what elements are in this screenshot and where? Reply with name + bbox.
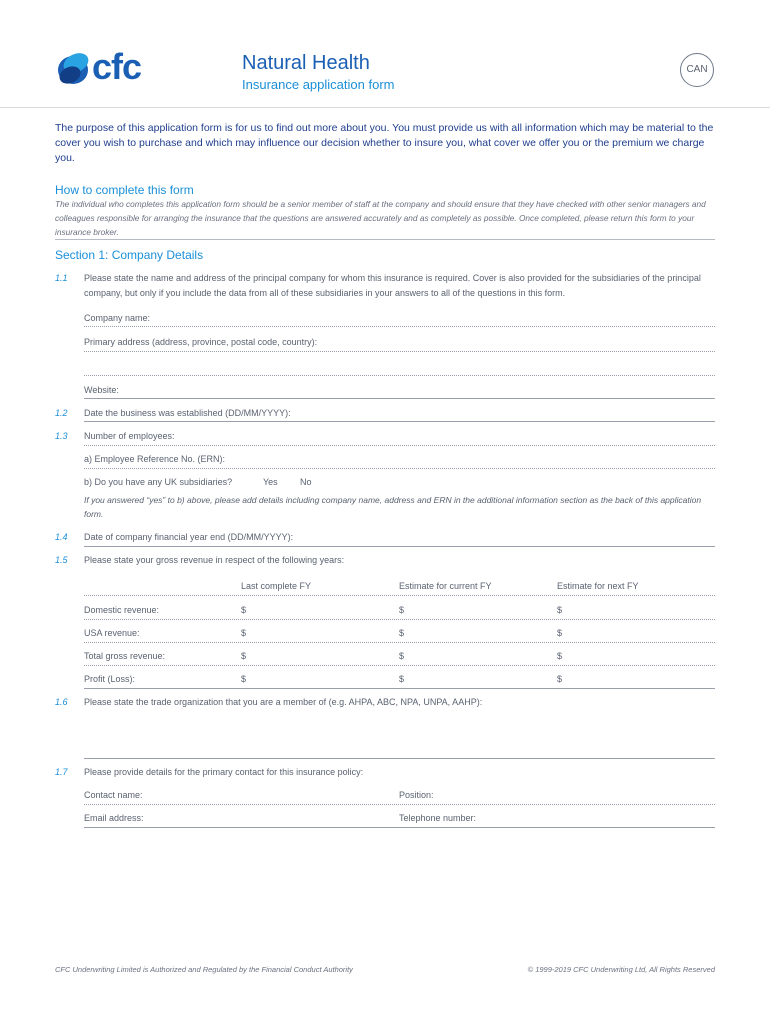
trade-organization-label: Please state the trade organization that you are a member of (e.g. AHPA, ABC, NPA, UNPA, AAHP): (84, 697, 483, 707)
how-to-text: The individual who completes this application form should be a senior member of staff at the company and should ensure that they have checked with other senior managers and colleagues responsible for arranging the insurance that the questions are answered accurately and as completely as possible. Once completed, please return this form to your insurance broker. (55, 199, 706, 237)
revenue-cell[interactable]: $ (557, 605, 563, 615)
uk-subsidiaries-no-option[interactable]: No (300, 477, 312, 487)
revenue-cell[interactable]: $ (399, 651, 405, 661)
employees-field[interactable] (84, 445, 715, 446)
region-badge: CAN (680, 53, 714, 87)
revenue-question-text: Please state your gross revenue in respect of the following years: (84, 555, 345, 565)
revenue-cell[interactable]: $ (241, 674, 247, 684)
uk-subsidiaries-label: b) Do you have any UK subsidiaries? (84, 477, 233, 487)
divider (84, 688, 715, 689)
trade-organization-field[interactable] (84, 758, 715, 759)
ern-field[interactable] (84, 468, 715, 469)
revenue-row-label: USA revenue: (84, 628, 140, 638)
uk-subsidiaries-yes-option[interactable]: Yes (263, 477, 278, 487)
employees-label: Number of employees: (84, 431, 175, 441)
revenue-column-header: Last complete FY (241, 581, 312, 591)
uk-subsidiaries-note: If you answered “yes” to b) above, please add details including company name, address and ERN in the additional information section as the back of this application form. (84, 495, 702, 519)
revenue-cell[interactable]: $ (557, 628, 563, 638)
question-number: 1.4 (55, 532, 68, 542)
revenue-cell[interactable]: $ (399, 674, 405, 684)
primary-address-label: Primary address (address, province, postal code, country): (84, 337, 318, 347)
revenue-cell[interactable]: $ (241, 605, 247, 615)
revenue-row-label: Total gross revenue: (84, 651, 166, 661)
position-label: Position: (399, 790, 434, 800)
contact-name-label: Contact name: (84, 790, 143, 800)
primary-address-field[interactable] (84, 351, 715, 352)
revenue-row-label: Domestic revenue: (84, 605, 160, 615)
intro-paragraph: The purpose of this application form is for us to find out more about you. You must provide us with all information which may be material to the cover you wish to purchase and which may influence our decision whether to insure you, what cover we offer you or the premium we charge you. (55, 122, 714, 164)
primary-address-field-line-2[interactable] (84, 375, 715, 376)
question-number: 1.5 (55, 555, 68, 565)
how-to-heading: How to complete this form (55, 183, 194, 197)
company-name-field[interactable] (84, 326, 715, 327)
website-label: Website: (84, 385, 119, 395)
revenue-cell[interactable]: $ (399, 605, 405, 615)
primary-contact-label: Please provide details for the primary contact for this insurance policy: (84, 767, 364, 777)
revenue-column-header: Estimate for next FY (557, 581, 639, 591)
page-subtitle: Insurance application form (242, 77, 395, 92)
established-date-label: Date the business was established (DD/MM/YYYY): (84, 408, 291, 418)
logo-wordmark: cfc (92, 46, 142, 87)
divider (55, 239, 715, 240)
established-date-field[interactable] (84, 421, 715, 422)
question-number: 1.7 (55, 767, 68, 777)
question-number: 1.2 (55, 408, 68, 418)
revenue-column-header: Estimate for current FY (399, 581, 492, 591)
footer-copyright: © 1999-2019 CFC Underwriting Ltd, All Rights Reserved (527, 965, 715, 974)
question-number: 1.1 (55, 273, 68, 283)
revenue-cell[interactable]: $ (241, 628, 247, 638)
telephone-label: Telephone number: (399, 813, 477, 823)
revenue-row-label: Profit (Loss): (84, 674, 136, 684)
revenue-cell[interactable]: $ (557, 651, 563, 661)
divider (84, 595, 715, 596)
divider (84, 665, 715, 666)
ern-label: a) Employee Reference No. (ERN): (84, 454, 226, 464)
revenue-cell[interactable]: $ (241, 651, 247, 661)
page-title: Natural Health (242, 52, 370, 74)
footer-regulatory-text: CFC Underwriting Limited is Authorized and Regulated by the Financial Conduct Authority (55, 965, 353, 974)
question-number: 1.3 (55, 431, 68, 441)
financial-year-end-label: Date of company financial year end (DD/MM/YYYY): (84, 532, 294, 542)
contact-name-field[interactable] (84, 804, 715, 805)
section-1-title: Section 1: Company Details (55, 248, 204, 262)
revenue-cell[interactable]: $ (557, 674, 563, 684)
divider (84, 642, 715, 643)
email-field[interactable] (84, 827, 715, 828)
email-label: Email address: (84, 813, 144, 823)
revenue-cell[interactable]: $ (399, 628, 405, 638)
financial-year-end-field[interactable] (84, 546, 715, 547)
question-1-1-text: Please state the name and address of the principal company for whom this insurance is required. Cover is also provided for the subsidiaries of the principal company, but only if you include the data from all of these subsidiaries in your answers to all of the questions in this form. (84, 273, 701, 298)
divider (84, 619, 715, 620)
company-name-label: Company name: (84, 313, 151, 323)
page-header (0, 0, 770, 108)
website-field[interactable] (84, 398, 715, 399)
question-number: 1.6 (55, 697, 68, 707)
